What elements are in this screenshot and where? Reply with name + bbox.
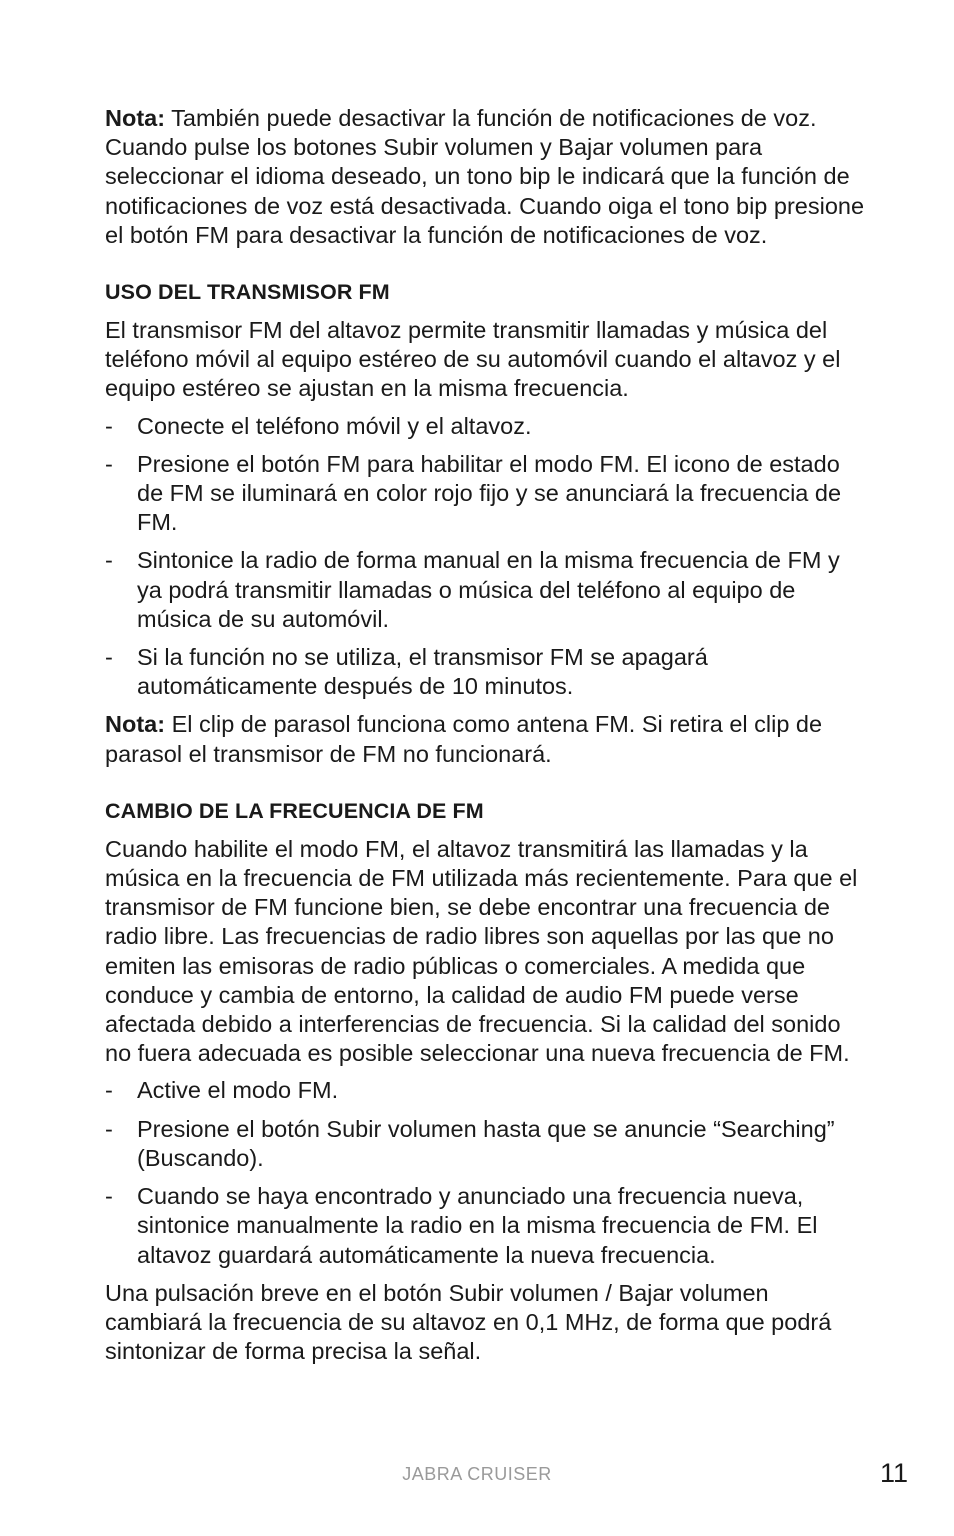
- list-item: - Sintonice la radio de forma manual en la misma frecuencia de FM y ya podrá transmitir llamadas o música del teléfono al equipo de música de su automóvil.: [105, 546, 865, 634]
- section-heading-fm-transmitter: USO DEL TRANSMISOR FM: [105, 280, 390, 305]
- section-note: [105, 710, 865, 768]
- list-item: - Presione el botón FM para habilitar el modo FM. El icono de estado de FM se iluminará en color rojo fijo y se anunciará la frecuencia de FM.: [105, 450, 865, 538]
- list-item: - Active el modo FM.: [105, 1076, 865, 1105]
- section-heading-fm-frequency: CAMBIO DE LA FRECUENCIA DE FM: [105, 798, 484, 823]
- section-paragraph: Cuando habilite el modo FM, el altavoz transmitirá las llamadas y la música en la frecuencia de FM utilizada más recientemente. Para que el transmisor de FM funcione bien, se debe encontrar una frecuencia de radio libre. Las frecuencias de radio libres son aquellas por las que no emiten las emisoras de radio públicas o comerciales. A medida que conduce y cambia de entorno, la calidad de audio FM puede verse afectada debido a interferencias de frecuencia. Si la calidad del sonido no fuera adecuada es posible seleccionar una nueva frecuencia de FM.: [105, 835, 858, 1067]
- note-label: Nota:: [105, 105, 166, 131]
- list-item: - Presione el botón Subir volumen hasta que se anuncie “Searching” (Buscando).: [105, 1115, 865, 1173]
- page-number: 11: [880, 1458, 909, 1488]
- note-text: También puede desactivar la función de notificaciones de voz. Cuando pulse los botones Subir volumen y Bajar volumen para seleccionar el idioma deseado, un tono bip le indicará que la función de notificaciones de voz está desactivada. Cuando oiga el tono bip presione el botón FM para desactivar la función de notificaciones de voz.: [105, 105, 865, 248]
- footer-title: JABRA CRUISER: [402, 1464, 552, 1484]
- bullet-list: [105, 1076, 865, 1269]
- list-item: - Si la función no se utiliza, el transmisor FM se apagará automáticamente después de 10 minutos.: [105, 643, 865, 701]
- closing-paragraph: Una pulsación breve en el botón Subir volumen / Bajar volumen cambiará la frecuencia de su altavoz en 0,1 MHz, de forma que podrá sintonizar de forma precisa la señal.: [105, 1279, 832, 1365]
- page-content: [105, 104, 865, 1366]
- bullet-list: [105, 412, 865, 702]
- list-item: - Cuando se haya encontrado y anunciado una frecuencia nueva, sintonice manualmente la radio en la misma frecuencia de FM. El altavoz guardará automáticamente la nueva frecuencia.: [105, 1182, 865, 1270]
- note-text: El clip de parasol funciona como antena FM. Si retira el clip de parasol el transmisor de FM no funcionará.: [105, 711, 823, 767]
- section-paragraph: El transmisor FM del altavoz permite transmitir llamadas y música del teléfono móvil al equipo estéreo de su automóvil cuando el altavoz y el equipo estéreo se ajustan en la misma frecuencia.: [105, 317, 841, 402]
- intro-note: [105, 104, 865, 250]
- note-label: Nota:: [105, 711, 166, 738]
- list-item: - Conecte el teléfono móvil y el altavoz.: [105, 412, 865, 441]
